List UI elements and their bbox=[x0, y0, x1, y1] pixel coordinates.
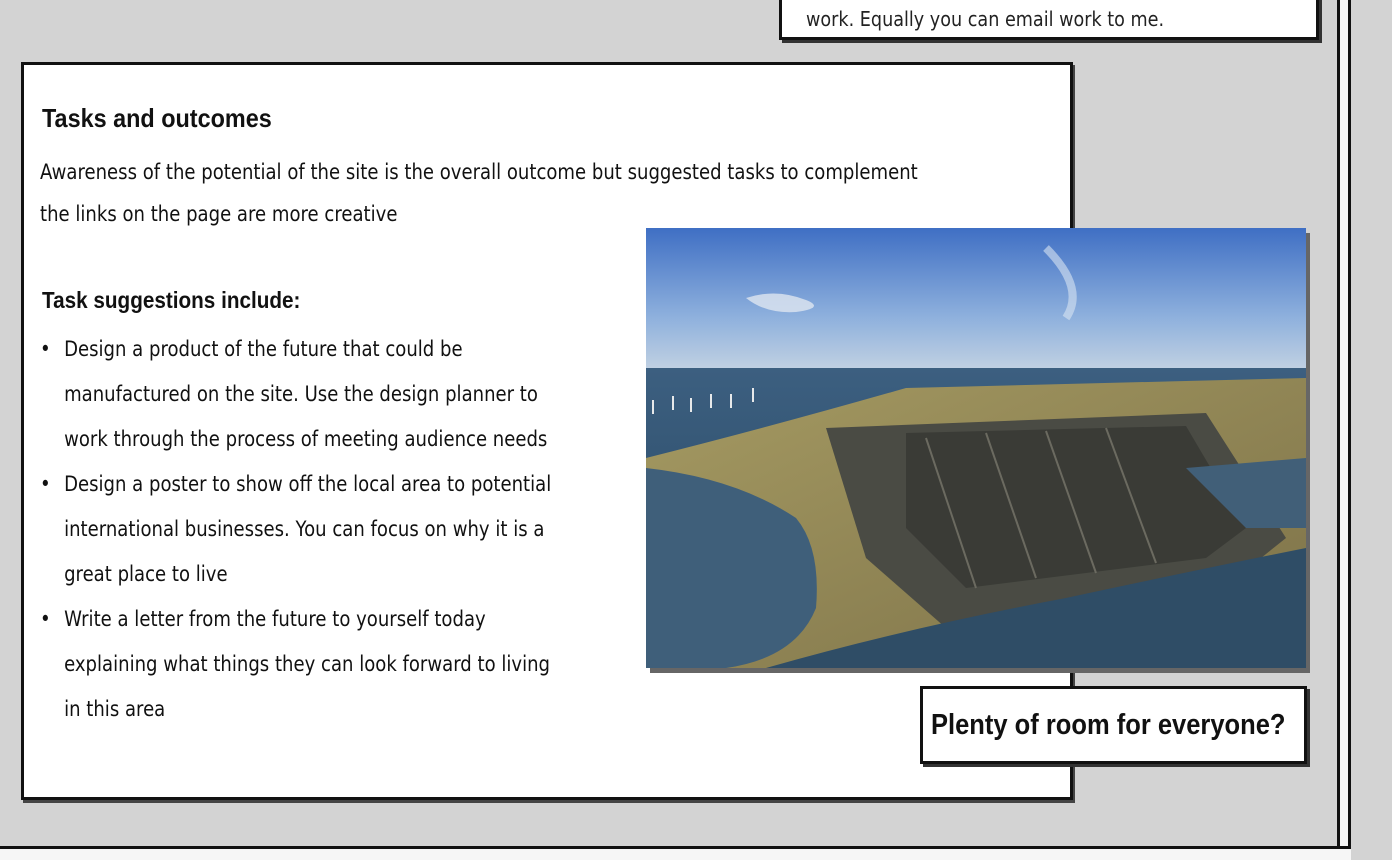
aerial-site-photo bbox=[646, 228, 1306, 668]
intro-line: Awareness of the potential of the site is the overall outcome but suggested tasks to complement bbox=[40, 160, 918, 184]
task-item bbox=[40, 597, 642, 732]
task-line: manufactured on the site. Use the design planner to bbox=[64, 382, 538, 406]
task-item bbox=[40, 462, 642, 597]
bullet-icon: • bbox=[40, 337, 51, 361]
task-line: great place to live bbox=[64, 562, 228, 586]
task-line: in this area bbox=[64, 697, 166, 721]
task-item bbox=[40, 327, 642, 462]
task-list bbox=[40, 327, 642, 732]
task-line: international businesses. You can focus on why it is a bbox=[64, 517, 545, 541]
card-heading: Tasks and outcomes bbox=[42, 103, 272, 133]
top-note-text: work. Equally you can email work to me. bbox=[806, 7, 1165, 31]
bullet-icon: • bbox=[40, 607, 51, 631]
top-note-box bbox=[779, 0, 1319, 40]
caption-text: Plenty of room for everyone? bbox=[931, 709, 1286, 741]
intro-line: the links on the page are more creative bbox=[40, 202, 398, 226]
task-line: Design a poster to show off the local area to potential bbox=[64, 472, 552, 496]
task-line: Design a product of the future that could be bbox=[64, 337, 463, 361]
caption-box bbox=[920, 686, 1307, 764]
task-line: work through the process of meeting audience needs bbox=[64, 427, 548, 451]
outer-frame-right bbox=[1337, 0, 1351, 860]
task-line: explaining what things they can look forward to living bbox=[64, 652, 551, 676]
bullet-icon: • bbox=[40, 472, 51, 496]
task-line: Write a letter from the future to yourself today bbox=[64, 607, 486, 631]
intro-paragraph bbox=[40, 151, 986, 235]
task-suggestions-heading: Task suggestions include: bbox=[42, 287, 301, 313]
outer-frame-bottom bbox=[0, 846, 1351, 860]
